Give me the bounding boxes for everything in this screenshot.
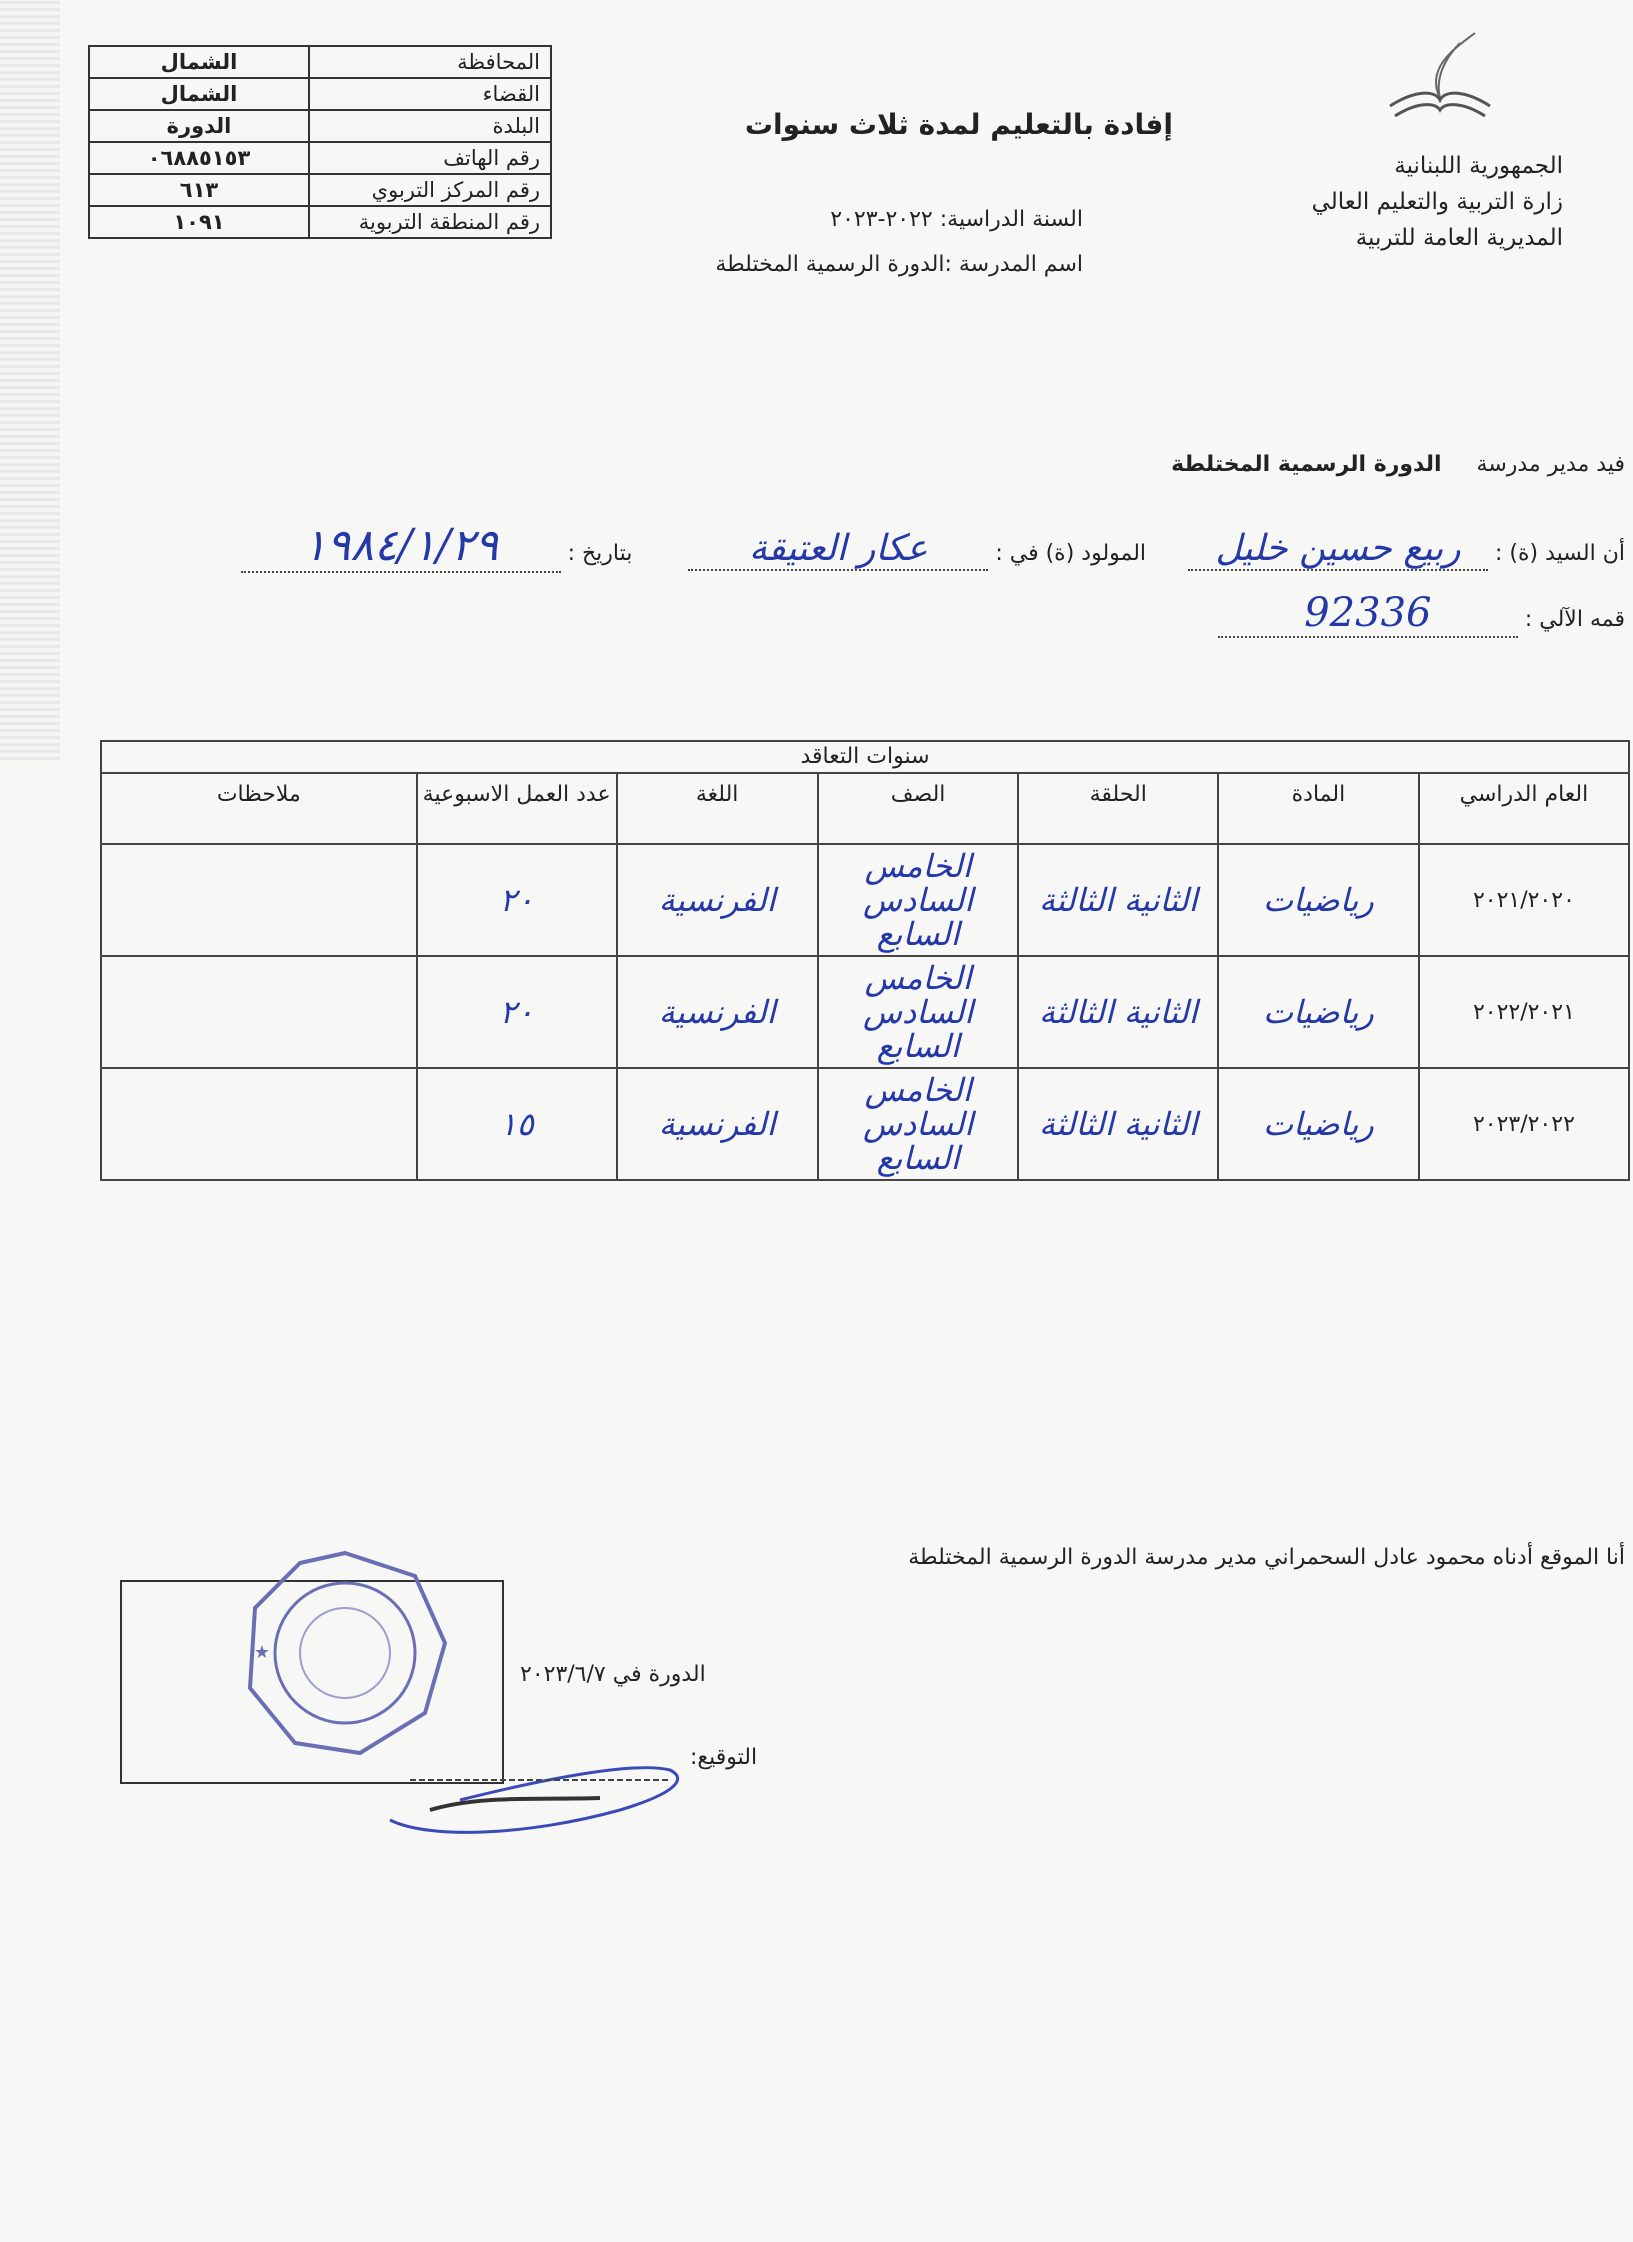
info-row (89, 110, 551, 142)
column-header: اللغة (617, 773, 818, 844)
cell-year: ٢٠٢٣/٢٠٢٢ (1419, 1068, 1629, 1180)
cell-subject: رياضيات (1218, 844, 1419, 956)
info-label: القضاء (309, 78, 551, 110)
info-value: ٠٦٨٨٥١٥٣ (89, 142, 309, 174)
cell-cycle: الثانية الثالثة (1018, 844, 1218, 956)
cell-notes (101, 1068, 417, 1180)
column-header: عدد العمل الاسبوعية (417, 773, 617, 844)
signer-line: أنا الموقع أدناه محمود عادل السحمراني مدير مدرسة الدورة الرسمية المختلطة (908, 1545, 1625, 1570)
cell-hours: ١٥ (417, 1068, 617, 1180)
cell-grade: الخامس السادس السابع (818, 956, 1019, 1068)
cell-grade: الخامس السادس السابع (818, 844, 1019, 956)
date-label: بتاريخ : (567, 541, 633, 566)
body-line-3 (1218, 590, 1625, 638)
line1-prefix: فيد مدير مدرسة (1476, 452, 1625, 477)
column-header: الحلقة (1018, 773, 1218, 844)
registry-number: 92336 (1218, 590, 1518, 638)
info-value: الشمال (89, 78, 309, 110)
info-value: الشمال (89, 46, 309, 78)
ministry-line-1: الجمهورية اللبنانية (1394, 153, 1563, 179)
info-label: المحافظة (309, 46, 551, 78)
cell-year: ٢٠٢٢/٢٠٢١ (1419, 956, 1629, 1068)
ministry-logo-icon (1385, 28, 1495, 128)
cell-notes (101, 956, 417, 1068)
birth-place: عكار العتيقة (688, 528, 988, 571)
info-label: رقم الهاتف (309, 142, 551, 174)
svg-text:★: ★ (253, 1642, 270, 1663)
cell-grade: الخامس السادس السابع (818, 1068, 1019, 1180)
info-row (89, 46, 551, 78)
registry-label: قمه الآلي : (1524, 607, 1625, 632)
info-row (89, 174, 551, 206)
info-value: الدورة (89, 110, 309, 142)
ministry-line-2: زارة التربية والتعليم العالي (1311, 189, 1563, 215)
meta-block (715, 197, 1083, 287)
cell-notes (101, 844, 417, 956)
person-name: ربيع حسين خليل (1188, 528, 1488, 571)
ministry-line-3: المديرية العامة للتربية (1355, 225, 1563, 251)
info-row (89, 78, 551, 110)
info-label: رقم المركز التربوي (309, 174, 551, 206)
info-value: ٦١٣ (89, 174, 309, 206)
group-header: سنوات التعاقد (101, 741, 1629, 773)
info-label: رقم المنطقة التربوية (309, 206, 551, 238)
cell-hours: ٢٠ (417, 956, 617, 1068)
info-label: البلدة (309, 110, 551, 142)
header-info-table (88, 45, 552, 239)
school-name: اسم المدرسة :الدورة الرسمية المختلطة (715, 252, 1083, 277)
line1-school: الدورة الرسمية المختلطة (1171, 452, 1442, 477)
signature-label: التوقيع: (690, 1745, 758, 1770)
column-header: ملاحظات (101, 773, 417, 844)
table-row (101, 844, 1629, 956)
contract-years-table (100, 740, 1630, 1181)
column-header: المادة (1218, 773, 1419, 844)
info-value: ١٠٩١ (89, 206, 309, 238)
birth-date: ١٩٨٤/١/٢٩ (241, 520, 561, 573)
info-row (89, 206, 551, 238)
date-line: الدورة في ٢٠٢٣/٦/٧ (520, 1662, 706, 1687)
table-row (101, 956, 1629, 1068)
cell-subject: رياضيات (1218, 1068, 1419, 1180)
born-label: المولود (ة) في : (995, 541, 1147, 566)
table-row (101, 1068, 1629, 1180)
school-year: السنة الدراسية: ٢٠٢٢-٢٠٢٣ (830, 207, 1083, 232)
info-row (89, 142, 551, 174)
ministry-block (1312, 148, 1563, 256)
cell-language: الفرنسية (617, 844, 818, 956)
cell-cycle: الثانية الثالثة (1018, 1068, 1218, 1180)
body-line-1 (1171, 452, 1625, 477)
cell-cycle: الثانية الثالثة (1018, 956, 1218, 1068)
column-header: العام الدراسي (1419, 773, 1629, 844)
cell-language: الفرنسية (617, 956, 818, 1068)
body-line-2 (241, 520, 1625, 573)
cell-subject: رياضيات (1218, 956, 1419, 1068)
scan-artifact (0, 0, 60, 760)
column-header: الصف (818, 773, 1019, 844)
official-stamp-icon (240, 1548, 450, 1758)
cell-hours: ٢٠ (417, 844, 617, 956)
signature-icon (370, 1740, 700, 1850)
sir-label: أن السيد (ة) : (1495, 541, 1625, 566)
cell-year: ٢٠٢١/٢٠٢٠ (1419, 844, 1629, 956)
cell-language: الفرنسية (617, 1068, 818, 1180)
document-title: إفادة بالتعليم لمدة ثلاث سنوات (744, 108, 1173, 141)
